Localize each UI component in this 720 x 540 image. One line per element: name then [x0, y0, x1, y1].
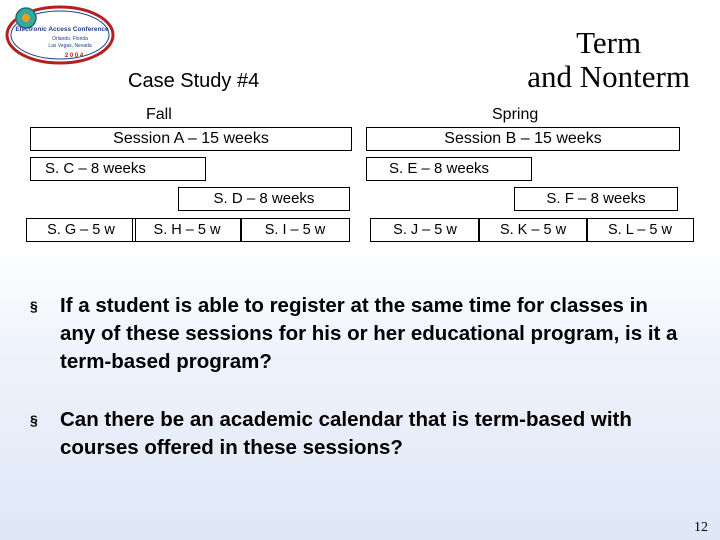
logo-title: Electronic Access Conference: [15, 26, 109, 33]
session-i-box: S. I – 5 w: [240, 218, 350, 242]
session-e-box: S. E – 8 weeks: [366, 157, 532, 181]
list-item: [30, 292, 680, 376]
case-study-heading: Case Study #4: [128, 70, 260, 92]
session-b-box: Session B – 15 weeks: [366, 127, 680, 151]
session-a-box: Session A – 15 weeks: [30, 127, 352, 151]
session-g-box: S. G – 5 w: [26, 218, 136, 242]
session-k-box: S. K – 5 w: [478, 218, 588, 242]
session-j-box: S. J – 5 w: [370, 218, 480, 242]
logo-city-2: Las Vegas, Nevada: [48, 43, 92, 49]
list-item: [30, 406, 680, 462]
session-f-box: S. F – 8 weeks: [514, 187, 678, 211]
title-line-1: Term: [576, 25, 642, 60]
conference-logo: [4, 4, 116, 66]
session-l-box: S. L – 5 w: [586, 218, 694, 242]
logo-city-1: Orlando, Florida: [52, 36, 88, 42]
session-d-box: S. D – 8 weeks: [178, 187, 350, 211]
spring-label: Spring: [492, 106, 539, 123]
title-line-2: and Nonterm: [527, 59, 690, 94]
bullet-text: Can there be an academic calendar that is term-based with courses offered in these sessions?: [60, 408, 632, 459]
session-h-box: S. H – 5 w: [132, 218, 242, 242]
bullet-text: If a student is able to register at the same time for classes in any of these sessions for his or her educational program, is it a term-based program?: [60, 294, 678, 373]
fall-label: Fall: [146, 106, 172, 123]
slide-title: [527, 26, 690, 94]
session-c-box: S. C – 8 weeks: [30, 157, 206, 181]
bullet-marker: §: [30, 298, 38, 314]
logo-year: 2 0 0 4: [64, 53, 84, 59]
question-list: [30, 292, 680, 492]
bullet-marker: §: [30, 412, 38, 428]
page-number: 12: [694, 520, 708, 535]
